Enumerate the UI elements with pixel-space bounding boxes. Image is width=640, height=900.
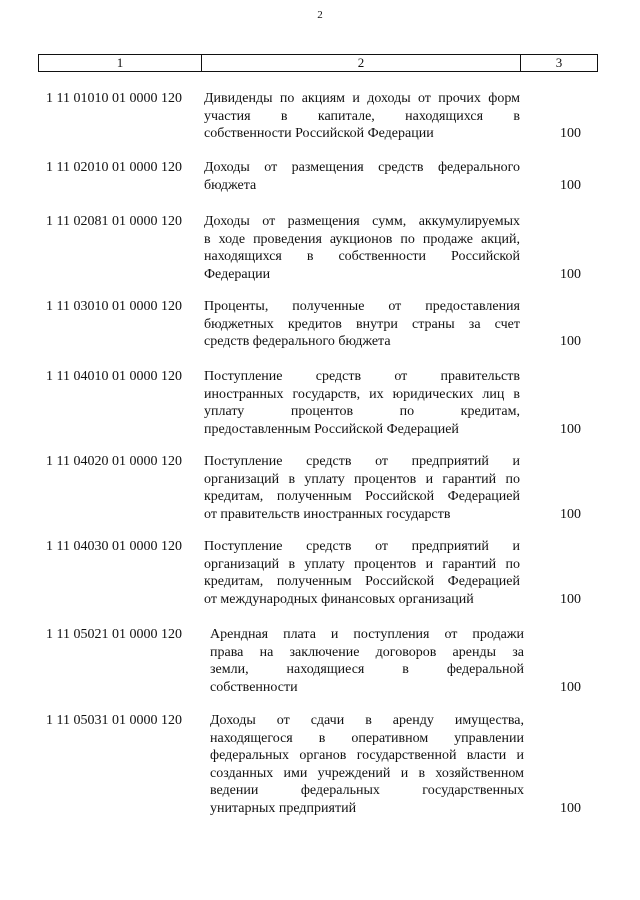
description-line: бюджета (204, 177, 257, 193)
description-line: Федерации (204, 266, 271, 282)
description-line: иностранных государств, их юридических лиц в (204, 386, 520, 402)
description-line: федеральных органов государственной власти и (210, 748, 524, 763)
description-line: предоставленным Российской Федерацией (204, 421, 459, 437)
page-number: 2 (317, 9, 323, 21)
row-amount: 100 (560, 800, 581, 816)
row-code: 1 11 05031 01 0000 120 (46, 713, 182, 728)
description-line: Поступление средств от правительств (204, 369, 520, 384)
table-header (38, 54, 598, 72)
description-line: кредитам, полученным Российской Федерацией (204, 574, 520, 589)
description-line: в ходе проведения аукционов по продаже акций, (204, 231, 520, 247)
description-line: находящихся в собственности Российской (204, 249, 520, 264)
description-line: от правительств иностранных государств (204, 506, 451, 522)
row-description (210, 712, 524, 817)
description-line: организаций в уплату процентов и гарантий по (204, 471, 520, 487)
description-line: собственности Российской Федерации (204, 126, 434, 141)
row-description (204, 538, 520, 608)
row-amount: 100 (560, 177, 581, 193)
row-code: 1 11 01010 01 0000 120 (46, 91, 182, 106)
row-amount: 100 (560, 126, 581, 141)
description-line: Доходы от размещения средств федерального (204, 160, 520, 175)
row-description (204, 90, 520, 143)
description-line: находящегося в оперативном управлении (210, 730, 524, 746)
description-line: уплату процентов по кредитам, (204, 404, 520, 419)
header-col-3: 3 (555, 55, 563, 70)
row-amount: 100 (560, 506, 581, 522)
description-line: от международных финансовых организаций (204, 591, 474, 607)
description-line: Доходы от сдачи в аренду имущества, (210, 713, 524, 728)
header-col-2: 2 (202, 55, 521, 71)
description-line: Поступление средств от предприятий и (204, 454, 520, 469)
row-code: 1 11 04020 01 0000 120 (46, 454, 182, 469)
description-line: средств федерального бюджета (204, 334, 391, 349)
description-line: ведении федеральных государственных (210, 783, 524, 798)
row-description (204, 159, 520, 194)
row-amount: 100 (560, 679, 581, 695)
row-description (204, 368, 520, 438)
description-line: Поступление средств от предприятий и (204, 539, 520, 554)
row-amount: 100 (560, 421, 581, 437)
description-line: земли, находящиеся в федеральной (210, 662, 524, 677)
row-code: 1 11 04010 01 0000 120 (46, 369, 182, 384)
header-col-1: 1 (39, 55, 202, 71)
description-line: собственности (210, 679, 298, 695)
row-code: 1 11 04030 01 0000 120 (46, 539, 182, 554)
row-code: 1 11 03010 01 0000 120 (46, 299, 182, 314)
row-code: 1 11 05021 01 0000 120 (46, 627, 182, 642)
description-line: унитарных предприятий (210, 800, 357, 816)
description-line: права на заключение договоров аренды за (210, 644, 524, 660)
row-amount: 100 (560, 591, 581, 607)
row-description (210, 626, 524, 696)
row-description (204, 298, 520, 351)
description-line: бюджетных кредитов внутри страны за счет (204, 316, 520, 332)
description-line: Доходы от размещения сумм, аккумулируемых (204, 214, 520, 229)
description-line: участия в капитале, находящихся в (204, 108, 520, 124)
row-code: 1 11 02081 01 0000 120 (46, 214, 182, 229)
row-amount: 100 (560, 334, 581, 349)
description-line: Дивиденды по акциям и доходы от прочих форм (204, 91, 520, 106)
description-line: организаций в уплату процентов и гарантий по (204, 556, 520, 572)
description-line: кредитам, полученным Российской Федерацией (204, 489, 520, 504)
row-description (204, 213, 520, 283)
description-line: Арендная плата и поступления от продажи (210, 627, 524, 642)
row-amount: 100 (560, 266, 581, 282)
description-line: Проценты, полученные от предоставления (204, 299, 520, 314)
row-code: 1 11 02010 01 0000 120 (46, 160, 182, 175)
description-line: созданных ими учреждений и в хозяйственном (210, 765, 524, 781)
row-description (204, 453, 520, 523)
